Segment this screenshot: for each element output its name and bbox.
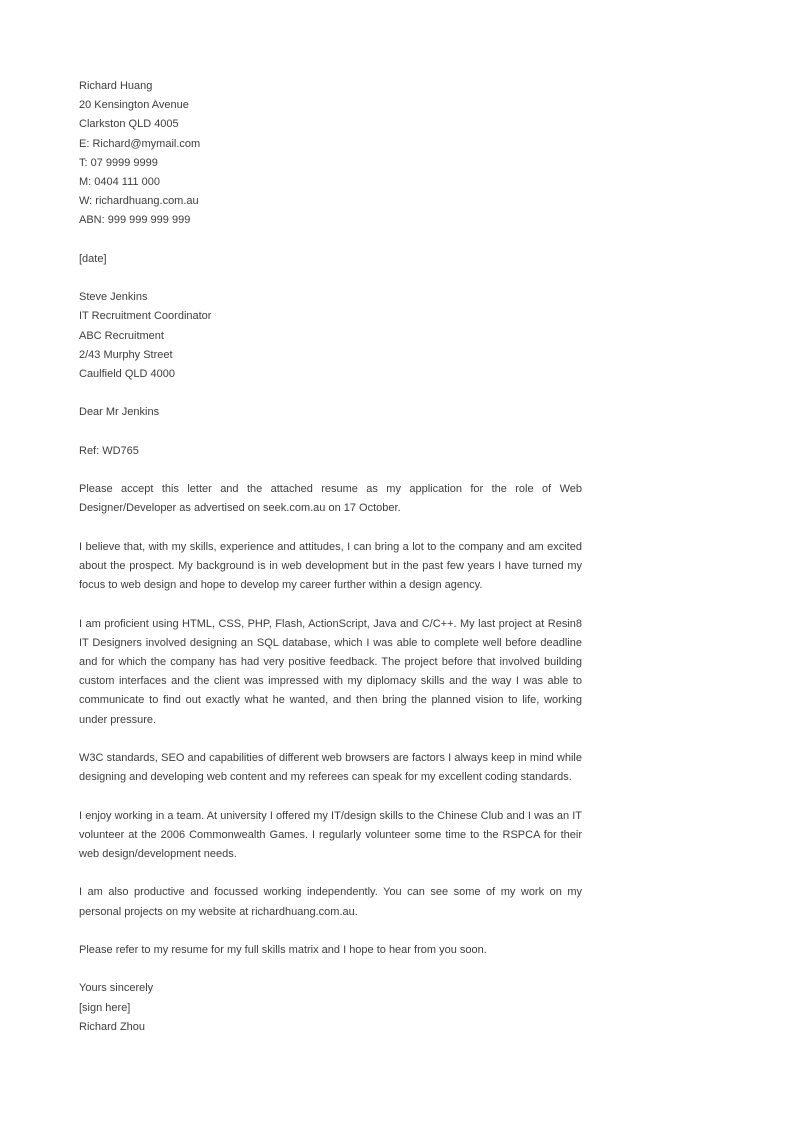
recipient-name: Steve Jenkins bbox=[79, 291, 148, 304]
salutation-block bbox=[79, 403, 582, 422]
signed-name: Richard Zhou bbox=[79, 1020, 146, 1033]
sender-mobile: M: 0404 111 000 bbox=[79, 176, 160, 189]
recipient-block bbox=[79, 288, 582, 384]
sender-telephone: T: 07 9999 9999 bbox=[79, 156, 158, 169]
signature-placeholder: [sign here] bbox=[79, 1001, 131, 1014]
body-paragraph-1: Please accept this letter and the attached resume as my application for the role of Web Designer/Developer as advertised on seek.com.au on 17 October. bbox=[79, 483, 582, 515]
body-paragraph-4: W3C standards, SEO and capabilities of different web browsers are factors I always keep in mind while designing and developing web content and my referees can speak for my excellent coding standards. bbox=[79, 751, 582, 784]
date-placeholder: [date] bbox=[79, 252, 107, 265]
closing-block bbox=[79, 979, 582, 1037]
body-paragraph-7: Please refer to my resume for my full skills matrix and I hope to hear from you soon. bbox=[79, 943, 487, 956]
date-block bbox=[79, 250, 582, 269]
sender-street: 20 Kensington Avenue bbox=[79, 99, 189, 112]
letter-content bbox=[79, 77, 582, 1056]
sender-email: E: Richard@mymail.com bbox=[79, 137, 201, 150]
recipient-city: Caulfield QLD 4000 bbox=[79, 368, 176, 381]
valediction: Yours sincerely bbox=[79, 982, 154, 995]
sender-name: Richard Huang bbox=[79, 80, 153, 92]
reference-block bbox=[79, 442, 582, 461]
body-paragraph-5: I enjoy working in a team. At university I offered my IT/design skills to the Chinese Club and I was an IT volunteer at the 2006 Commonwealth Games. I regularly volunteer some time to the RSPCA for their web design/development needs. bbox=[79, 809, 582, 860]
recipient-title: IT Recruitment Coordinator bbox=[79, 310, 212, 323]
sender-block bbox=[79, 77, 582, 231]
body-paragraph-2: I believe that, with my skills, experience and attitudes, I can bring a lot to the company and am excited about the prospect. My background is in web development but in the past few years I have turned my focus to web design and hope to develop my career further within a design agency. bbox=[79, 540, 582, 592]
recipient-street: 2/43 Murphy Street bbox=[79, 348, 173, 361]
body-paragraph-3: I am proficient using HTML, CSS, PHP, Flash, ActionScript, Java and C/C++. My last project at Resin8 IT Designers involved designing an SQL database, which I was able to complete well before deadline and for which the company has had very positive feedback. The project before that involved building custom interfaces and the client was impressed with my diplomacy skills and the way I was able to communicate to find out exactly what he wanted, and then bring the planned vision to life, working under pressure. bbox=[79, 617, 582, 726]
sender-abn: ABN: 999 999 999 999 bbox=[79, 214, 191, 227]
sender-website: W: richardhuang.com.au bbox=[79, 195, 199, 208]
body-paragraph-6: I am also productive and focussed working independently. You can see some of my work on my personal projects on my website at richardhuang.com.au. bbox=[79, 886, 582, 918]
reference-line: Ref: WD765 bbox=[79, 444, 139, 457]
recipient-company: ABC Recruitment bbox=[79, 329, 164, 342]
sender-city: Clarkston QLD 4005 bbox=[79, 118, 179, 131]
salutation: Dear Mr Jenkins bbox=[79, 406, 160, 419]
